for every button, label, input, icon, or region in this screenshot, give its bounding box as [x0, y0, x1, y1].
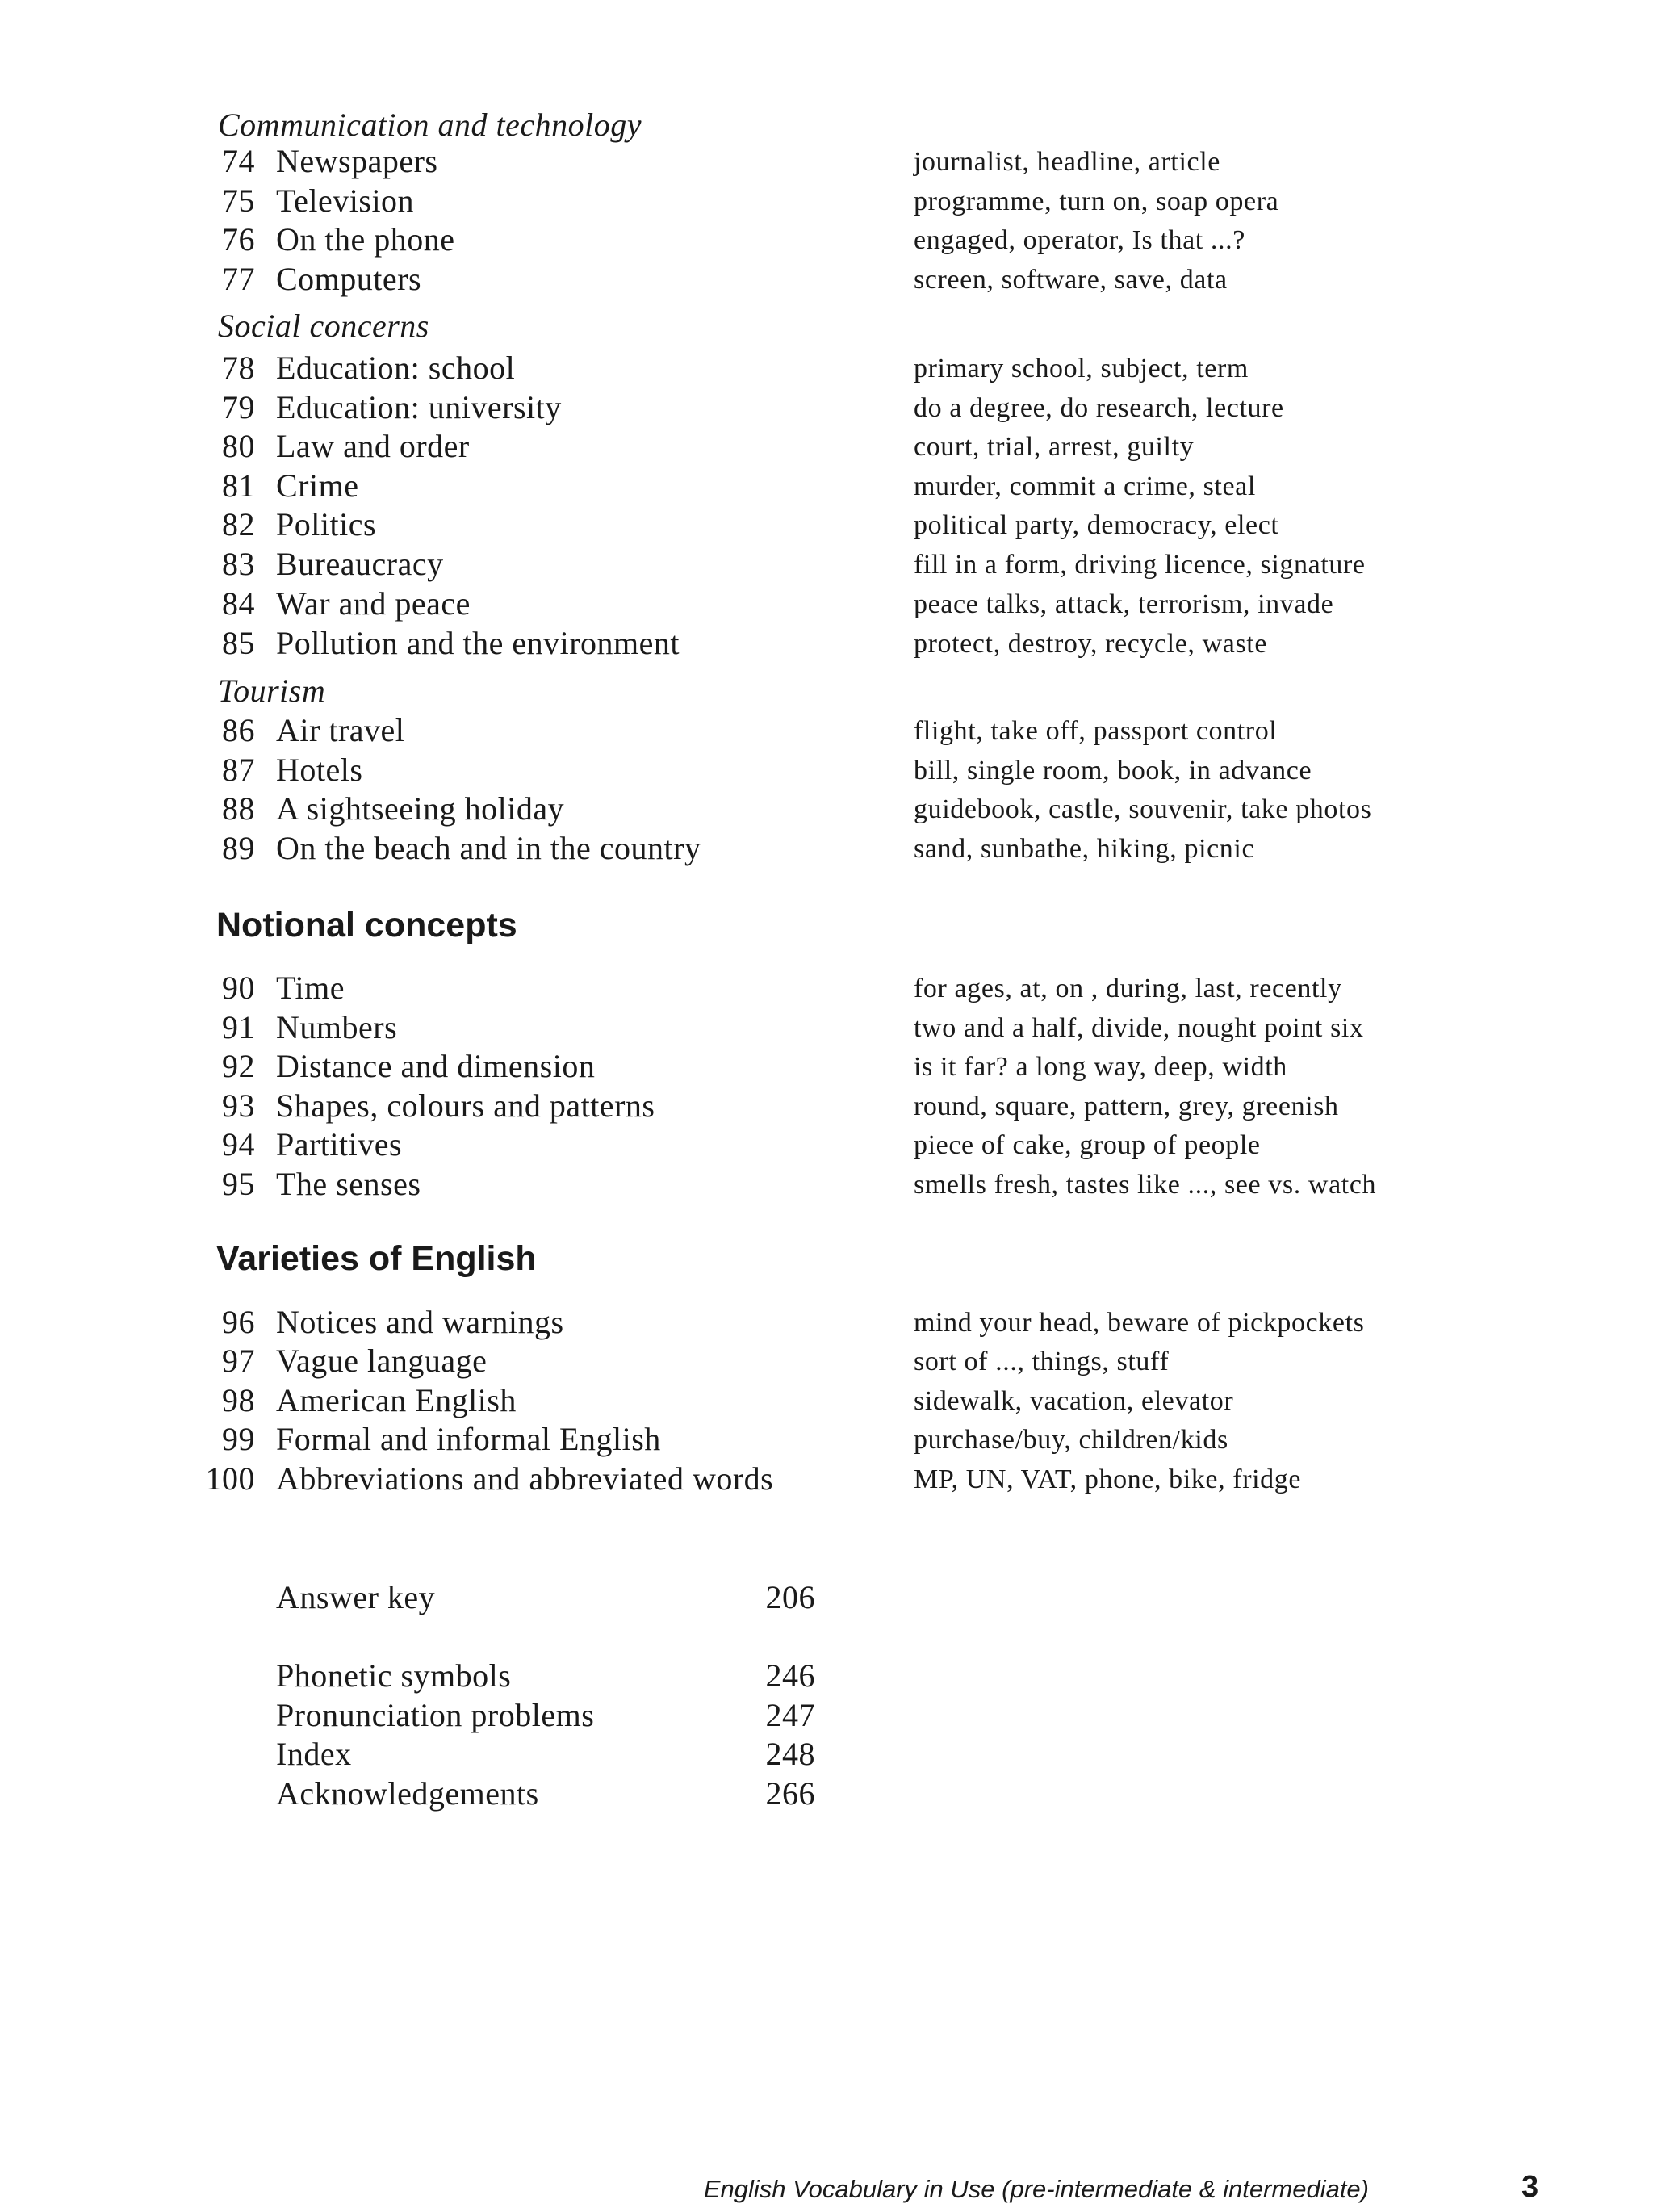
unit-keywords: mind your head, beware of pickpockets: [914, 1308, 1365, 1338]
backmatter-answer-key: [0, 1577, 1653, 1619]
unit-number: 92: [222, 1048, 255, 1084]
unit-number: 76: [222, 221, 255, 258]
section-heading-varieties-of-english: Varieties of English: [216, 1239, 537, 1278]
backmatter-phonetic-symbols: [0, 1655, 1653, 1697]
toc-row-unit-95: [0, 1163, 1653, 1205]
unit-number: 100: [205, 1460, 255, 1497]
backmatter-acknowledgements: [0, 1773, 1653, 1815]
toc-row-unit-100: [0, 1458, 1653, 1500]
unit-title: Shapes, colours and patterns: [276, 1087, 655, 1124]
unit-number: 84: [222, 585, 255, 622]
unit-keywords: purchase/buy, children/kids: [914, 1425, 1228, 1455]
unit-title: Education: university: [276, 389, 562, 425]
unit-keywords: political party, democracy, elect: [914, 510, 1279, 540]
unit-keywords: journalist, headline, article: [914, 147, 1220, 177]
toc-row-unit-82: [0, 504, 1653, 546]
unit-title: War and peace: [276, 585, 471, 622]
unit-title: Newspapers: [276, 143, 438, 179]
unit-title: Air travel: [276, 712, 405, 748]
unit-keywords: court, trial, arrest, guilty: [914, 432, 1195, 462]
unit-keywords: round, square, pattern, grey, greenish: [914, 1091, 1339, 1121]
unit-keywords: engaged, operator, Is that ...?: [914, 225, 1245, 255]
unit-number: 90: [222, 970, 255, 1006]
unit-number: 96: [222, 1304, 255, 1340]
backmatter-page-number: 266: [765, 1775, 815, 1812]
unit-title: Television: [276, 182, 415, 219]
unit-number: 75: [222, 182, 255, 219]
unit-number: 74: [222, 143, 255, 179]
backmatter-pronunciation-problems: [0, 1695, 1653, 1737]
unit-title: Time: [276, 970, 345, 1006]
toc-row-unit-97: [0, 1340, 1653, 1382]
backmatter-label: Phonetic symbols: [276, 1657, 512, 1694]
unit-title: Vague language: [276, 1343, 488, 1379]
unit-keywords: peace talks, attack, terrorism, invade: [914, 589, 1334, 619]
unit-keywords: primary school, subject, term: [914, 354, 1249, 383]
unit-keywords: sidewalk, vacation, elevator: [914, 1386, 1234, 1416]
unit-number: 98: [222, 1382, 255, 1418]
subheading-social-concerns: Social concerns: [218, 308, 429, 344]
unit-title: Numbers: [276, 1009, 398, 1045]
unit-keywords: two and a half, divide, nought point six: [914, 1013, 1364, 1043]
unit-keywords: programme, turn on, soap opera: [914, 186, 1279, 216]
toc-row-unit-86: [0, 710, 1653, 752]
unit-title: Politics: [276, 506, 377, 543]
unit-title: Abbreviations and abbreviated words: [276, 1460, 774, 1497]
unit-title: Crime: [276, 467, 359, 504]
unit-number: 77: [222, 261, 255, 297]
toc-row-unit-79: [0, 387, 1653, 429]
toc-row-unit-94: [0, 1124, 1653, 1166]
toc-row-unit-84: [0, 583, 1653, 625]
unit-keywords: screen, software, save, data: [914, 265, 1228, 295]
toc-row-unit-91: [0, 1007, 1653, 1049]
unit-keywords: bill, single room, book, in advance: [914, 756, 1312, 786]
toc-row-unit-87: [0, 749, 1653, 791]
toc-row-unit-88: [0, 788, 1653, 830]
unit-number: 81: [222, 467, 255, 504]
toc-row-unit-74: [0, 140, 1653, 182]
unit-number: 95: [222, 1166, 255, 1202]
unit-number: 91: [222, 1009, 255, 1045]
unit-number: 87: [222, 752, 255, 788]
unit-title: On the phone: [276, 221, 455, 258]
section-heading-notional-concepts: Notional concepts: [216, 906, 517, 945]
footer-page-number: 3: [1521, 2170, 1539, 2204]
toc-row-unit-96: [0, 1301, 1653, 1343]
unit-number: 89: [222, 830, 255, 866]
unit-title: Law and order: [276, 428, 470, 464]
toc-row-unit-90: [0, 967, 1653, 1009]
backmatter-label: Index: [276, 1736, 352, 1772]
backmatter-page-number: 206: [765, 1579, 815, 1615]
toc-row-unit-77: [0, 258, 1653, 300]
toc-row-unit-92: [0, 1045, 1653, 1087]
toc-row-unit-75: [0, 180, 1653, 222]
unit-title: Pollution and the environment: [276, 625, 680, 661]
backmatter-page-number: 246: [765, 1657, 815, 1694]
backmatter-label: Pronunciation problems: [276, 1697, 595, 1733]
backmatter-page-number: 248: [765, 1736, 815, 1772]
unit-number: 93: [222, 1087, 255, 1124]
unit-title: Formal and informal English: [276, 1421, 661, 1457]
unit-keywords: do a degree, do research, lecture: [914, 393, 1284, 423]
footer-book-title: English Vocabulary in Use (pre-intermediate & intermediate): [703, 2175, 1369, 2203]
unit-title: Distance and dimension: [276, 1048, 596, 1084]
unit-number: 83: [222, 546, 255, 582]
unit-number: 97: [222, 1343, 255, 1379]
unit-title: On the beach and in the country: [276, 830, 701, 866]
toc-row-unit-83: [0, 543, 1653, 585]
unit-number: 80: [222, 428, 255, 464]
unit-title: American English: [276, 1382, 517, 1418]
backmatter-label: Acknowledgements: [276, 1775, 539, 1812]
unit-number: 79: [222, 389, 255, 425]
backmatter-page-number: 247: [765, 1697, 815, 1733]
unit-keywords: for ages, at, on , during, last, recently: [914, 974, 1342, 1003]
unit-number: 82: [222, 506, 255, 543]
subheading-tourism: Tourism: [218, 672, 326, 709]
unit-keywords: sort of ..., things, stuff: [914, 1347, 1170, 1376]
unit-keywords: flight, take off, passport control: [914, 716, 1278, 746]
unit-keywords: smells fresh, tastes like ..., see vs. watch: [914, 1170, 1377, 1200]
backmatter-index: [0, 1733, 1653, 1775]
unit-number: 85: [222, 625, 255, 661]
unit-number: 88: [222, 790, 255, 827]
unit-keywords: guidebook, castle, souvenir, take photos: [914, 794, 1372, 824]
toc-row-unit-76: [0, 219, 1653, 261]
unit-keywords: MP, UN, VAT, phone, bike, fridge: [914, 1464, 1302, 1494]
unit-keywords: fill in a form, driving licence, signature: [914, 550, 1366, 580]
unit-keywords: protect, destroy, recycle, waste: [914, 629, 1268, 659]
toc-row-unit-80: [0, 425, 1653, 467]
unit-title: Bureaucracy: [276, 546, 444, 582]
toc-row-unit-98: [0, 1380, 1653, 1422]
unit-title: Education: school: [276, 350, 516, 386]
unit-title: Hotels: [276, 752, 363, 788]
unit-number: 86: [222, 712, 255, 748]
unit-keywords: piece of cake, group of people: [914, 1130, 1261, 1160]
subheading-communication-and-technology: Communication and technology: [218, 107, 642, 143]
toc-row-unit-99: [0, 1418, 1653, 1460]
unit-title: Computers: [276, 261, 422, 297]
unit-title: Partitives: [276, 1126, 403, 1163]
unit-title: Notices and warnings: [276, 1304, 564, 1340]
unit-keywords: is it far? a long way, deep, width: [914, 1052, 1287, 1082]
unit-number: 94: [222, 1126, 255, 1163]
unit-number: 78: [222, 350, 255, 386]
unit-title: The senses: [276, 1166, 421, 1202]
toc-row-unit-78: [0, 347, 1653, 389]
unit-keywords: murder, commit a crime, steal: [914, 471, 1256, 501]
backmatter-label: Answer key: [276, 1579, 436, 1615]
toc-row-unit-93: [0, 1085, 1653, 1127]
unit-title: A sightseeing holiday: [276, 790, 565, 827]
toc-row-unit-81: [0, 465, 1653, 507]
unit-number: 99: [222, 1421, 255, 1457]
toc-row-unit-85: [0, 622, 1653, 664]
unit-keywords: sand, sunbathe, hiking, picnic: [914, 834, 1255, 864]
toc-row-unit-89: [0, 827, 1653, 869]
